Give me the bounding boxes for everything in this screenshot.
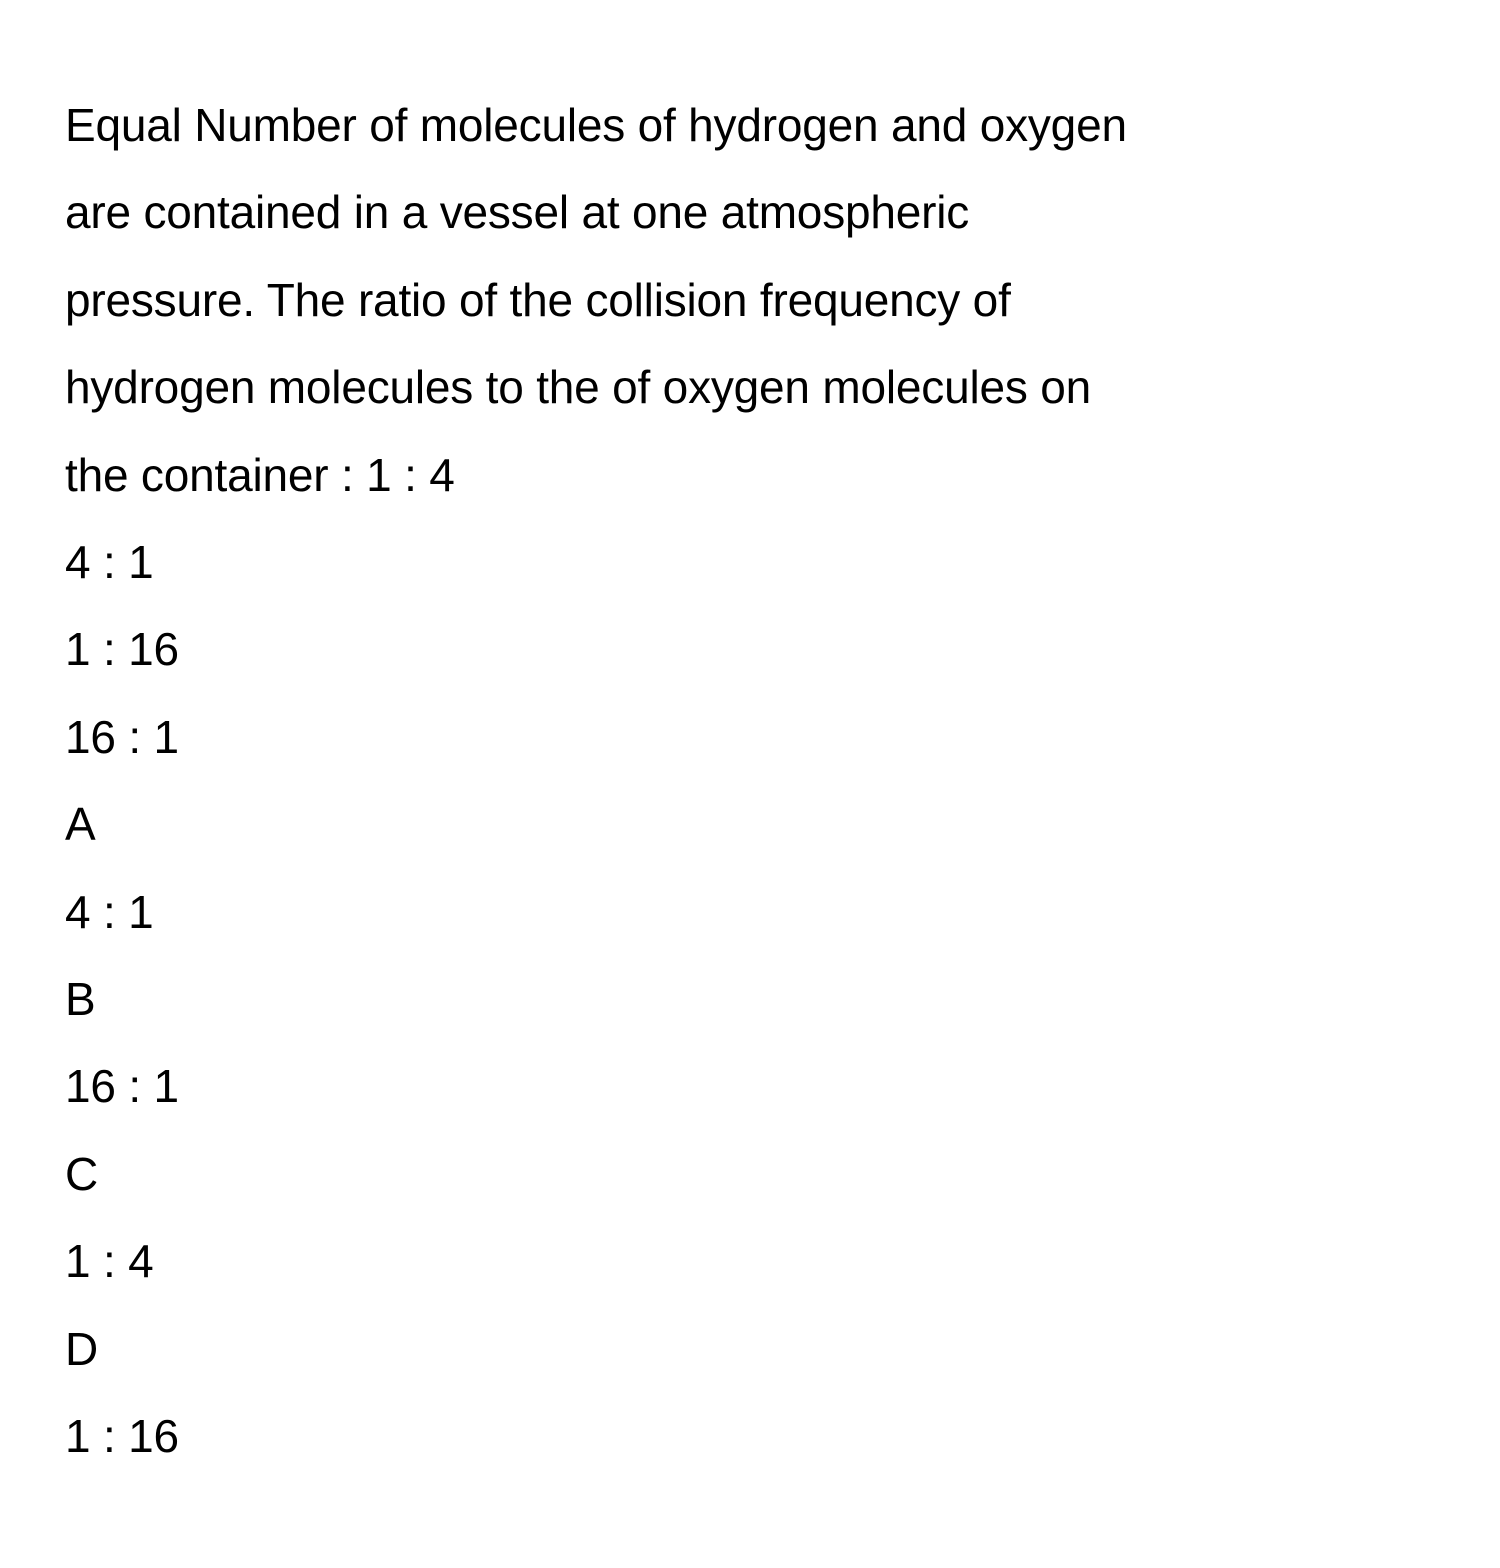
question-line: the container : 1 : 4 <box>65 448 455 501</box>
question-line: are contained in a vessel at one atmospheric <box>65 186 970 239</box>
choice-a[interactable] <box>65 781 1445 956</box>
question-line: Equal Number of molecules of hydrogen and oxygen <box>65 99 1127 151</box>
inline-options-list <box>65 519 1445 781</box>
choice-d[interactable] <box>65 1306 1445 1481</box>
choice-letter: D <box>65 1322 99 1375</box>
document-body <box>65 82 1445 1481</box>
inline-option: 1 : 16 <box>65 623 179 676</box>
inline-option: 16 : 1 <box>65 710 179 763</box>
question-line: hydrogen molecules to the of oxygen molecules on <box>65 361 1092 414</box>
choice-letter: C <box>65 1147 99 1200</box>
choice-letter: B <box>65 973 96 1026</box>
choice-value: 16 : 1 <box>65 1060 179 1113</box>
question-line: pressure. The ratio of the collision frequency of <box>65 273 1011 326</box>
choice-value: 4 : 1 <box>65 885 154 938</box>
choices-list <box>65 781 1445 1480</box>
choice-c[interactable] <box>65 1131 1445 1306</box>
inline-option: 4 : 1 <box>65 536 154 589</box>
question-text <box>65 82 1445 519</box>
choice-value: 1 : 4 <box>65 1235 154 1288</box>
choice-value: 1 : 16 <box>65 1410 179 1463</box>
choice-letter: A <box>65 798 96 851</box>
choice-b[interactable] <box>65 956 1445 1131</box>
